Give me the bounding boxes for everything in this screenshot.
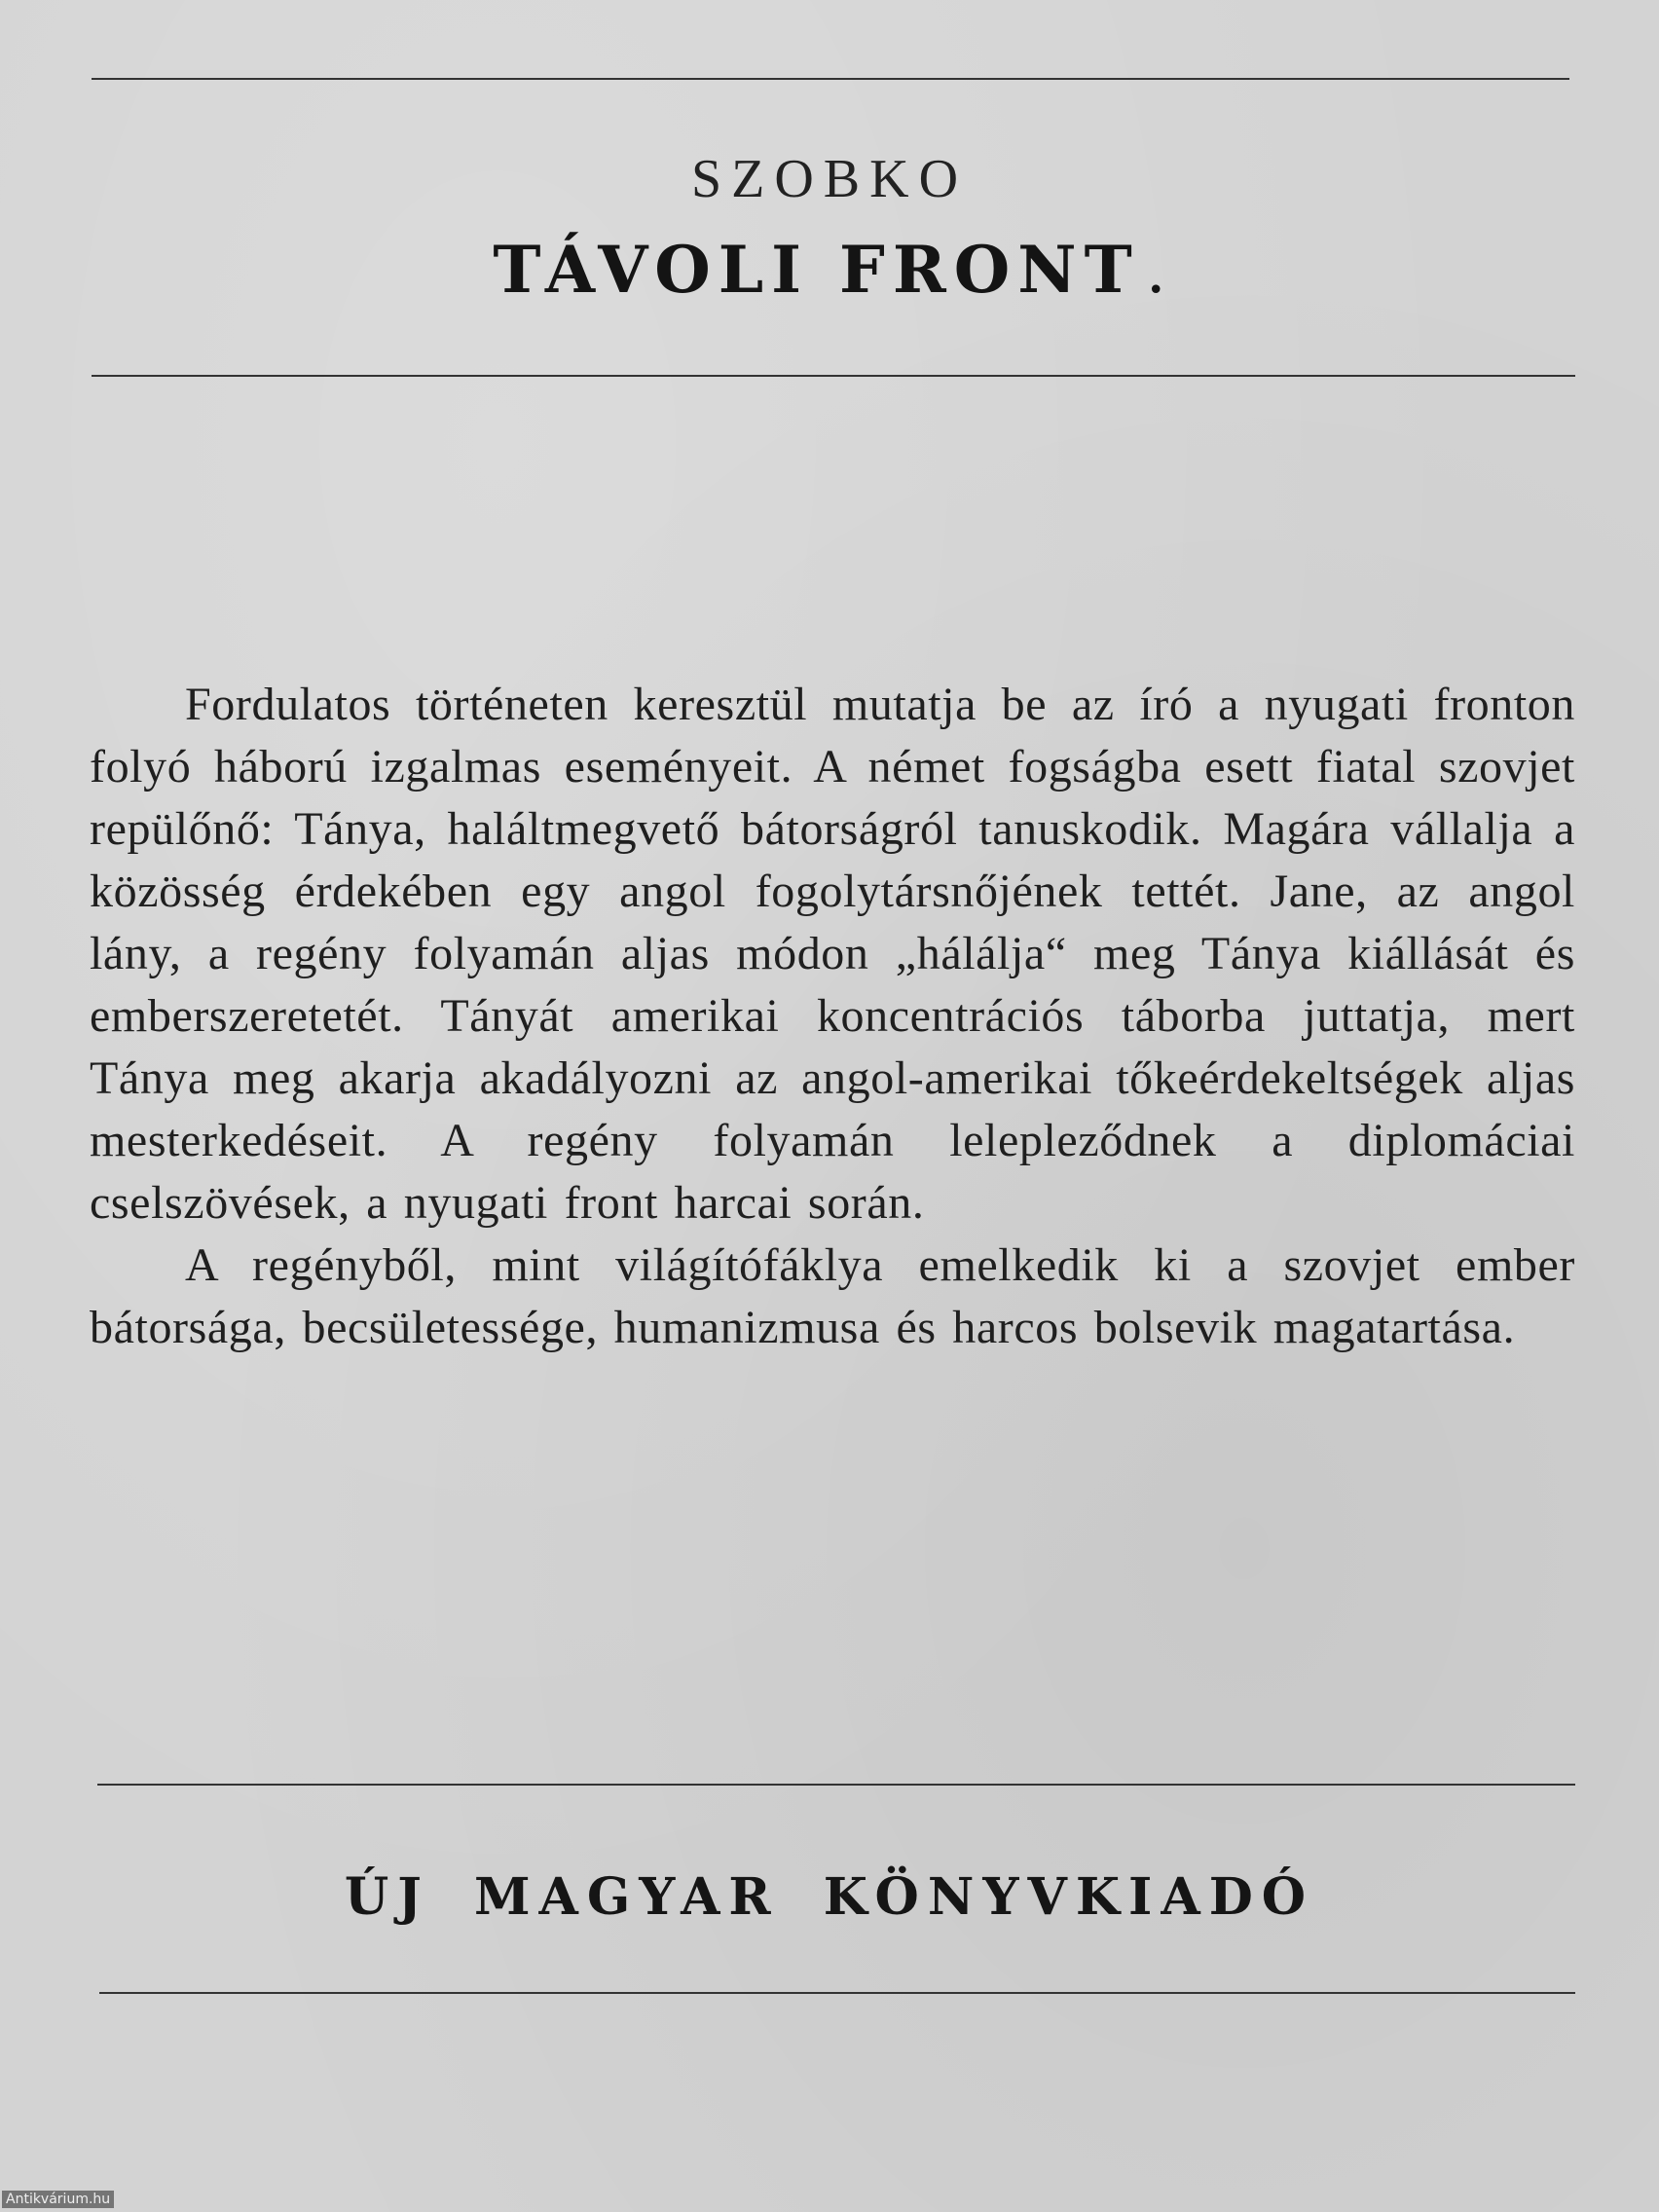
- publisher-name: ÚJ MAGYAR KÖNYVKIADÓ: [344, 1867, 1315, 1927]
- bottom-rule-upper: [97, 1784, 1575, 1786]
- blurb-paragraph: Fordulatos történeten keresztül mutatja be az író a nyugati fronton folyó háború izgalmas eseményeit. A német fogságba esett fiatal szovjet repülőnő: Tánya, haláltmegvető bátorságról tanuskodik. Magára vállalja a közösség érdekében egy angol fogolytársnőjének tettét. Jane, az angol lány, a regény folyamán aljas módon „hálálja“ meg Tánya kiállását és emberszeretetét. Tányát amerikai koncentrációs táborba juttatja, mert Tánya meg akarja akadályozni az angol-amerikai tőkeérdekeltségek aljas mesterkedéseit. A regény folyamán lelepleződnek a diplomáciai cselszövések, a nyugati front harcai során.: [90, 679, 1575, 1229]
- watermark-label: Antikvárium.hu: [2, 2191, 114, 2208]
- top-rule-lower: [92, 375, 1575, 377]
- author-name: SZOBKO: [690, 149, 969, 209]
- book-title: [0, 232, 1659, 308]
- blurb-text: [90, 674, 1575, 1359]
- book-title-text: TÁVOLI FRONT: [493, 232, 1140, 308]
- top-rule-upper: [92, 78, 1569, 80]
- bottom-rule-lower: [99, 1992, 1575, 1994]
- book-title-trailing-mark: .: [1145, 233, 1166, 308]
- blurb-paragraph: A regényből, mint világítófáklya emelkedik ki a szovjet ember bátorsága, becsületessége, humanizmusa és harcos bolsevik magatartása.: [90, 1239, 1575, 1353]
